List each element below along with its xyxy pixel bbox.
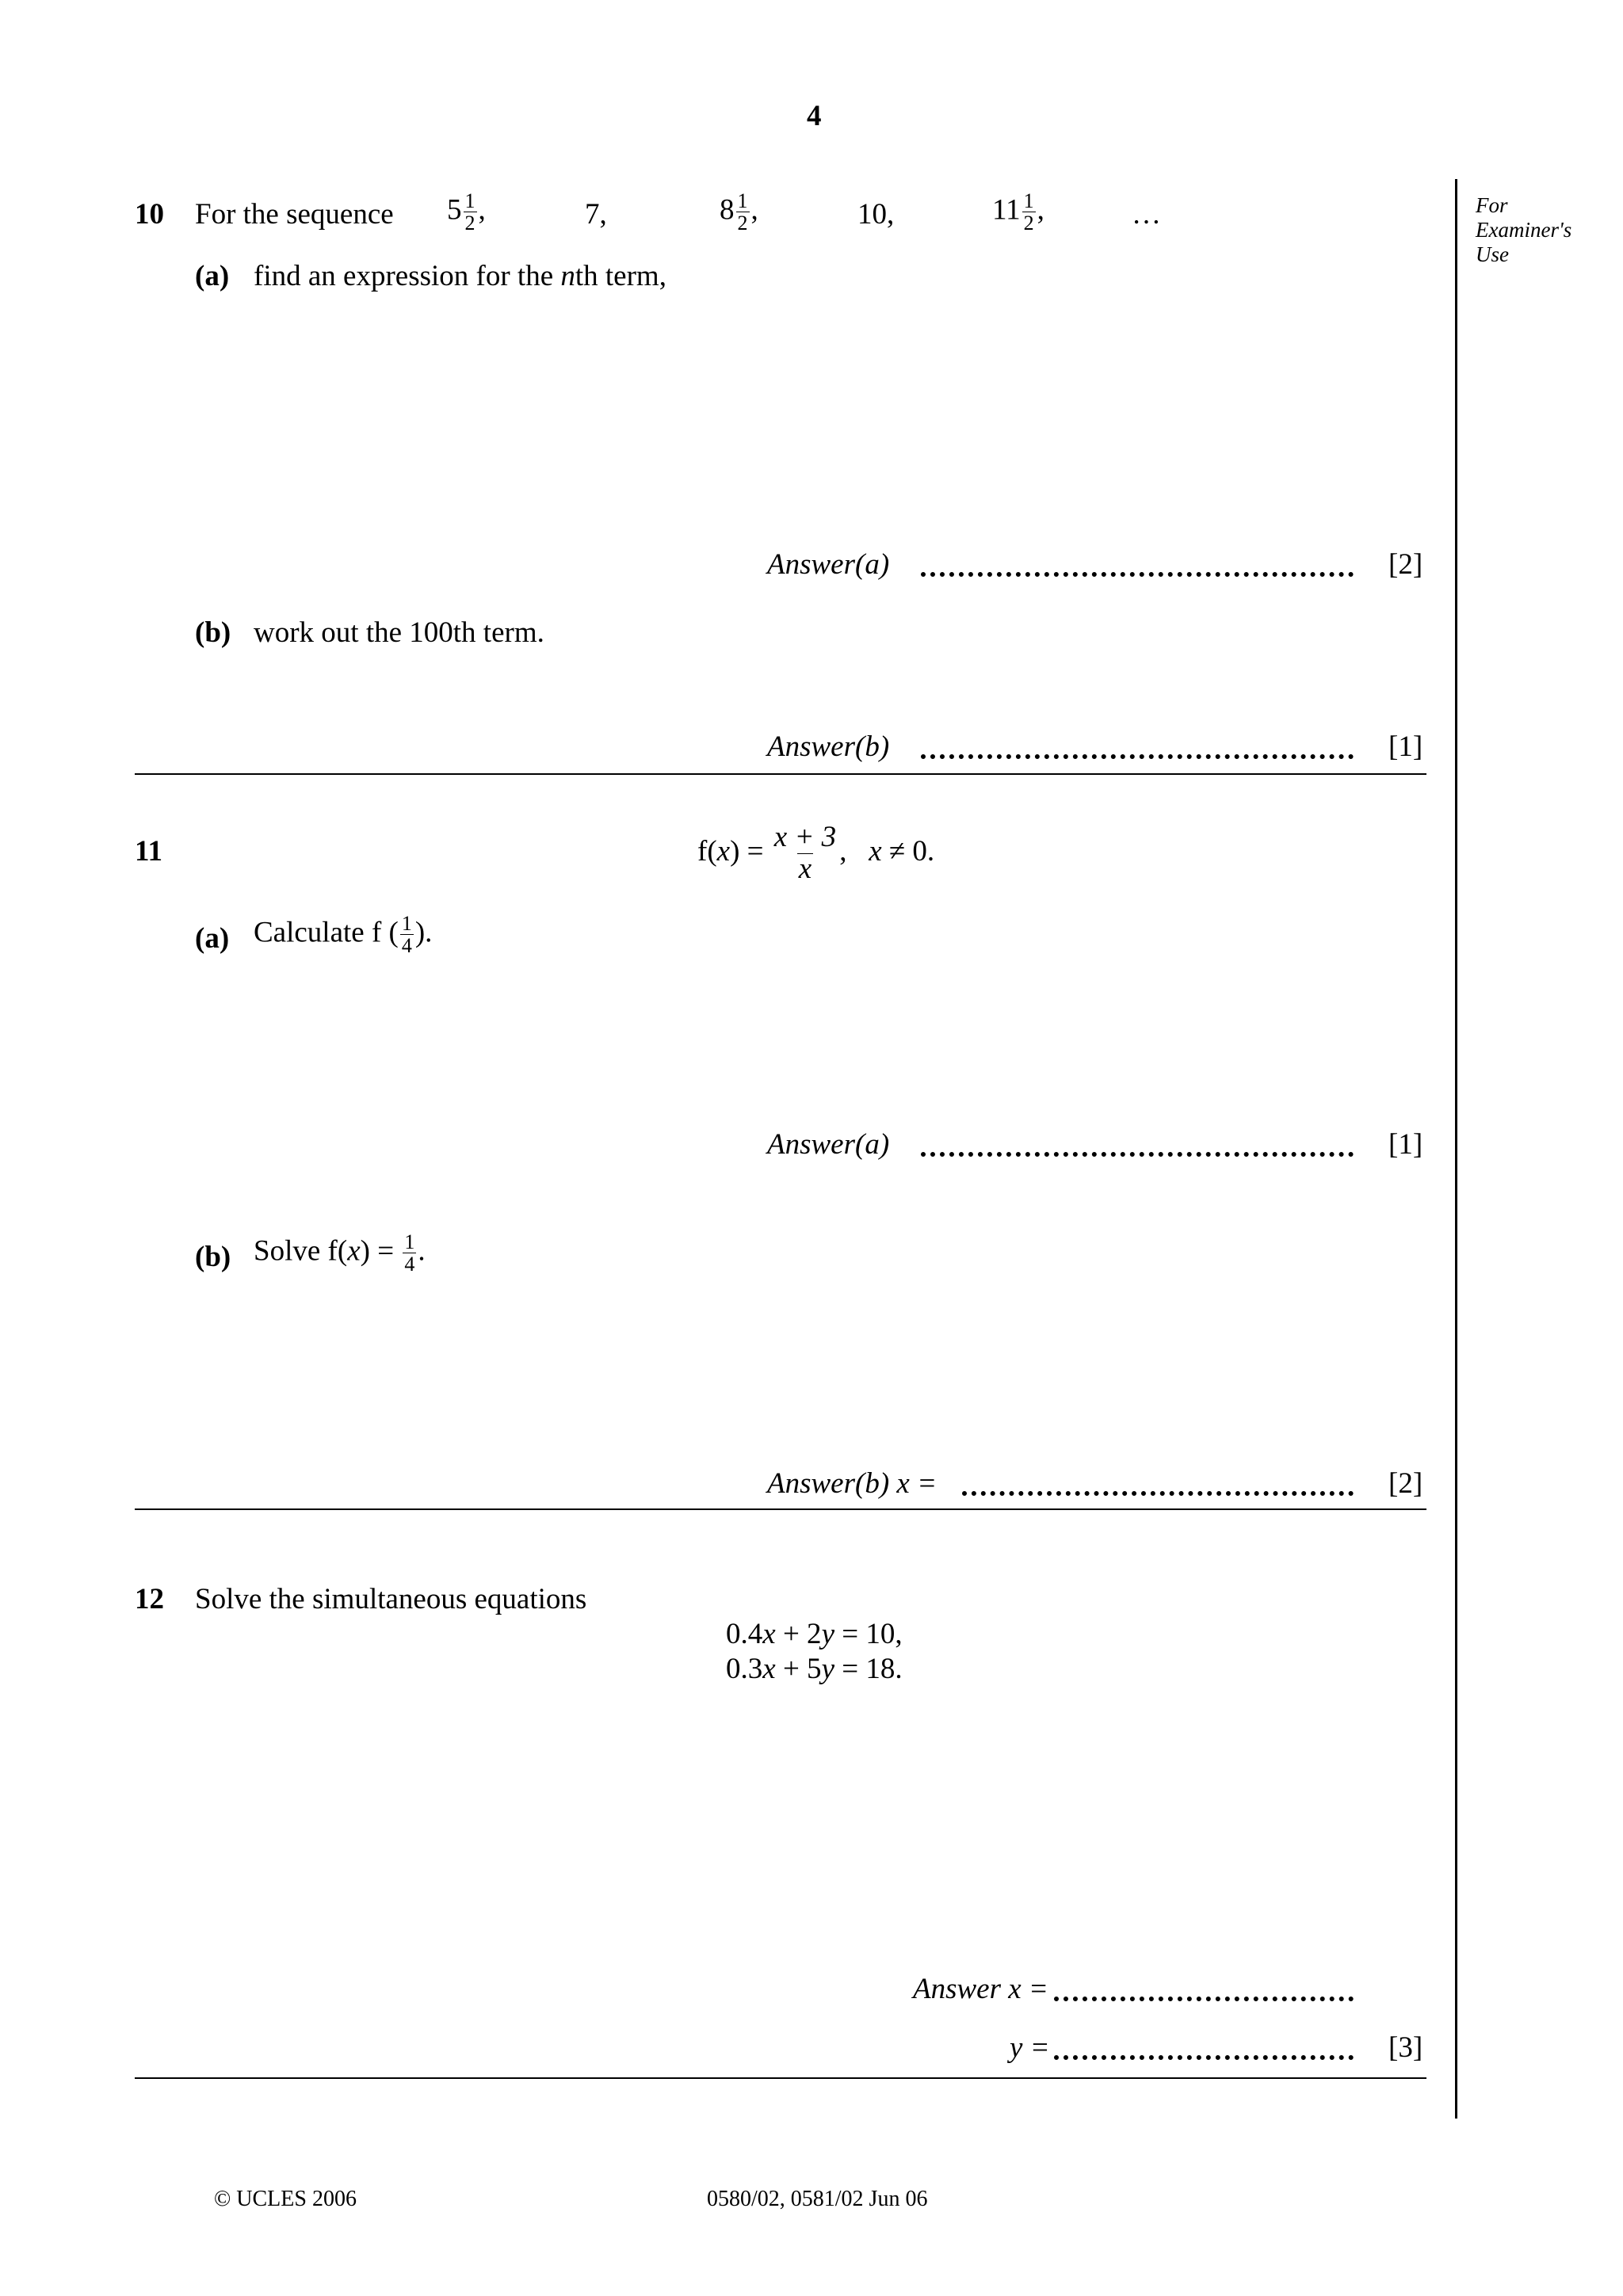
examiner-margin-rule	[1455, 179, 1457, 2119]
q12-equation-1: 0.4x + 2y = 10,	[726, 1618, 903, 1650]
q10-term-ellipsis: …	[1132, 198, 1161, 231]
q10-term-5: 11 $\frac{1}{2}$ ,	[992, 189, 1044, 235]
q12-answer-y-line[interactable]	[1054, 2055, 1354, 2060]
examiner-note-line-1: For	[1476, 193, 1508, 217]
footer-paper-code: 0580/02, 0581/02 Jun 06	[707, 2187, 928, 2211]
q10a-marks: [2]	[1388, 548, 1423, 581]
q10-intro: For the sequence	[195, 198, 394, 231]
q11a-fraction: $\frac{1}{4}$	[401, 912, 412, 958]
q10b-text: work out the 100th term.	[254, 616, 544, 649]
q10a-answer-line[interactable]	[921, 572, 1354, 577]
q10-term-2: 7,	[585, 198, 607, 231]
term-whole: 5	[447, 193, 462, 227]
q12-number: 12	[135, 1583, 164, 1615]
term-fraction: $\frac{1}{2}$	[737, 189, 748, 235]
term-fraction: $\frac{1}{2}$	[1023, 189, 1034, 235]
q11a-marks: [1]	[1388, 1128, 1423, 1161]
page-number: 4	[807, 100, 822, 132]
q10-term-3: 8 $\frac{1}{2}$ ,	[720, 189, 758, 235]
q11-divider	[135, 1508, 1426, 1510]
q10a-label: (a)	[195, 260, 230, 292]
examiner-note-line-3: Use	[1476, 242, 1509, 266]
q10-number: 10	[135, 198, 164, 231]
q11b-answer-label: Answer(b) x =	[767, 1467, 938, 1500]
examiner-note-line-2: Examiner's	[1476, 218, 1572, 242]
q10a-text: find an expression for the nth term,	[254, 260, 666, 292]
q11-function: f(x) = $\frac{x + 3}{x}$ , x ≠ 0.	[697, 821, 935, 885]
q10b-label: (b)	[195, 616, 231, 649]
term-fraction: $\frac{1}{2}$	[464, 189, 475, 235]
footer-copyright: © UCLES 2006	[214, 2187, 357, 2211]
q11a-answer-line[interactable]	[921, 1152, 1354, 1157]
q11a-answer-label: Answer(a)	[767, 1128, 890, 1161]
q11b-text: Solve f(x) = $\frac{1}{4}$ .	[254, 1230, 426, 1276]
q11b-marks: [2]	[1388, 1467, 1423, 1500]
q11-function-fraction: $\frac{x + 3}{x}$	[773, 821, 837, 885]
q10-term-4: 10,	[857, 198, 895, 231]
q10-divider	[135, 773, 1426, 775]
examiner-note	[1476, 193, 1571, 267]
q11b-label: (b)	[195, 1241, 231, 1273]
q12-text: Solve the simultaneous equations	[195, 1583, 587, 1615]
q10b-answer-line[interactable]	[921, 754, 1354, 759]
q12-marks: [3]	[1388, 2031, 1423, 2064]
q11-number: 11	[135, 835, 162, 868]
q10a-answer-label: Answer(a)	[767, 548, 890, 581]
q11b-answer-line[interactable]	[962, 1491, 1354, 1496]
q12-divider	[135, 2077, 1426, 2079]
q11a-text: Calculate f ( $\frac{1}{4}$ ).	[254, 912, 433, 958]
q10-term-1: 5 $\frac{1}{2}$ ,	[447, 189, 486, 235]
q10b-answer-label: Answer(b)	[767, 730, 890, 763]
q12-answer-x-label: Answer x =	[913, 1973, 1048, 2005]
q12-answer-y-label: y =	[1010, 2031, 1050, 2064]
q11b-fraction: $\frac{1}{4}$	[404, 1230, 415, 1276]
q12-equation-2: 0.3x + 5y = 18.	[726, 1653, 903, 1685]
q11a-label: (a)	[195, 922, 230, 955]
q12-answer-x-line[interactable]	[1054, 1997, 1354, 2001]
q10b-marks: [1]	[1388, 730, 1423, 763]
